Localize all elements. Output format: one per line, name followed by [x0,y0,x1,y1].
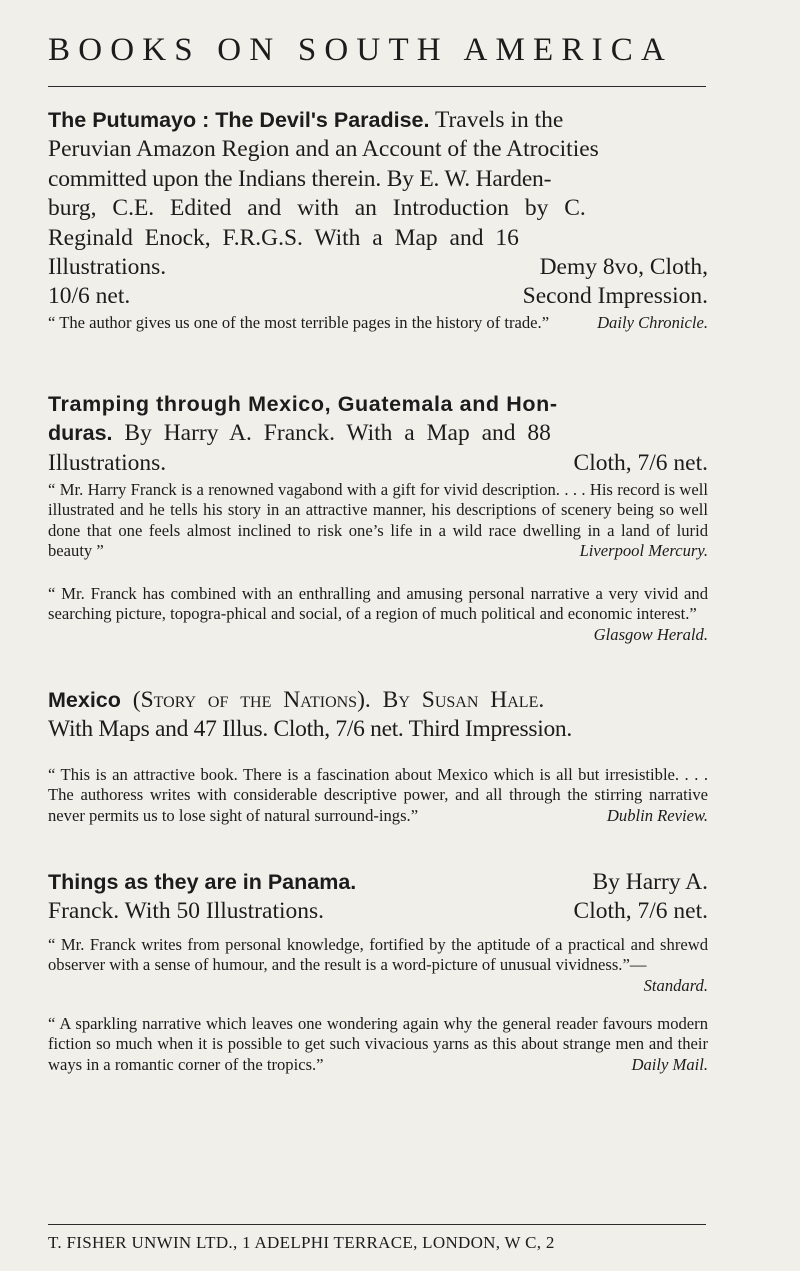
review-source: Glasgow Herald. [593,624,708,644]
review-source: Liverpool Mercury. [579,541,708,561]
review-quote: “ The author gives us one of the most terrible pages in the history of trade.” Daily Chronicle. [48,313,708,332]
book-description-line: Reginald Enock, F.R.G.S. With a Map and 16 [48,224,519,251]
review-quote: “ Mr. Franck writes from personal knowledge, fortified by the aptitude of a practical and shrewd observer with a sense of humour, and the result is a word-picture of unusual vividness.”— Standard. [48,935,708,995]
book-entry-tramping: Tramping through Mexico, Guatemala and Hon- duras. By Harry A. Franck. With a Map and 88 Illustrations. Cloth, 7/6 net. [48,392,708,476]
book-title: Tramping through Mexico, Guatemala and Hon- [48,392,558,416]
review-quote: “ A sparkling narrative which leaves one wondering again why the general reader favours modern fiction so much when it is possible to get such vivacious yarns as this about strange men and their ways in a romantic corner of the tropics.” Daily Mail. [48,1014,708,1074]
page-title: BOOKS ON SOUTH AMERICA [48,32,674,68]
publisher-imprint: T. FISHER UNWIN LTD., 1 ADELPHI TERRACE, LONDON, W C, 2 [48,1233,555,1252]
book-title: Things as they are in Panama. [48,870,357,894]
header-rule [48,86,706,87]
book-entry-panama: Things as they are in Panama. By Harry A. Franck. With 50 Illustrations. Cloth, 7/6 net. [48,869,708,925]
book-description-line: Peruvian Amazon Region and an Account of the Atrocities [48,136,599,163]
review-quote: “ This is an attractive book. There is a fascination about Mexico which is all but irresistible. . . . The authoress writes with considerable descriptive power, and all through the stirring narrative never permits us to lose sight of natural surround-ings.” Dublin Review. [48,765,708,825]
book-entry-mexico: Mexico (Story of the Nations). By Susan Hale. With Maps and 47 Illus. Cloth, 7/6 net. Third Impression. [48,686,708,745]
book-title: The Putumayo : The Devil's Paradise. [48,108,430,132]
review-source: Dublin Review. [606,805,708,825]
review-source: Daily Mail. [631,1054,708,1074]
book-description-line: By Harry A. Franck. With a Map and 88 [124,420,551,447]
book-title: Mexico [48,688,121,712]
review-source: Standard. [643,975,708,995]
footer-rule [48,1224,706,1225]
review-source: Daily Chronicle. [597,313,708,332]
book-description-line: With Maps and 47 Illus. Cloth, 7/6 net. Third Impression. [48,716,572,743]
book-description-line: committed upon the Indians therein. By E. W. Harden- [48,165,552,192]
book-entry-putumayo: The Putumayo : The Devil's Paradise. Travels in the Peruvian Amazon Region and an Account of the Atrocities committed upon the Indians therein. By E. W. Harden- burg, C.E. Edited and with an Introduction by C. Reginald Enock, F.R.G.S. With a Map and 16 Illustrations. Demy 8vo, Cloth, 10/6 net. Second Impression. [48,107,708,310]
book-description-line: burg, C.E. Edited and with an Introduction by C. [48,195,586,222]
review-quote: “ Mr. Franck has combined with an enthralling and amusing personal narrative a very vivid and searching picture, topogra-phical and social, of a region of much political and economic interest.” Glasgow Herald. [48,584,708,644]
review-quote: “ Mr. Harry Franck is a renowned vagabond with a gift for vivid description. . . . His record is well illustrated and he tells his story in an attractive manner, his descriptions of scenery being so well done that one feels almost inclined to risk one’s life in a wild race dwelling in a land of lurid beauty ” Liverpool Mercury. [48,480,708,561]
